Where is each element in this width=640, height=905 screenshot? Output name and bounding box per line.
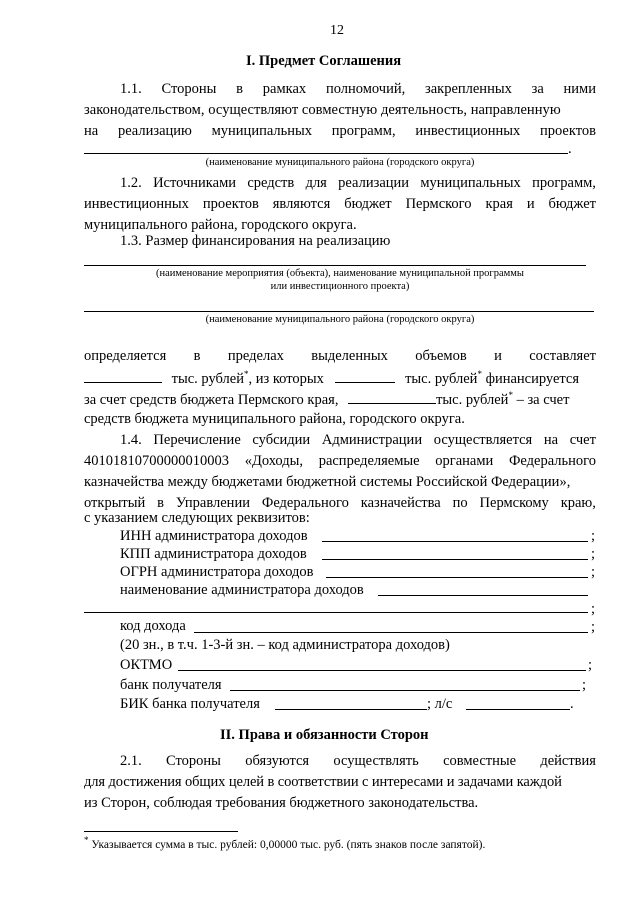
p14-line5: с указанием следующих реквизитов: bbox=[84, 510, 310, 526]
word: пределах bbox=[227, 348, 284, 364]
word: Федерального bbox=[261, 495, 349, 511]
blank-amount-municipal bbox=[348, 389, 436, 404]
word: муниципальных bbox=[420, 175, 521, 191]
p14-line3: казначейства между бюджетами бюджетной системы Российской Федерации», bbox=[84, 474, 571, 490]
p14-line2 bbox=[84, 452, 596, 470]
footnote-text: Указывается сумма в тыс. рублей: 0,00000 тыс. руб. (пять знаков после запятой). bbox=[88, 839, 486, 851]
word: счет bbox=[569, 432, 596, 448]
req-code-blank bbox=[194, 632, 588, 633]
req-kpp-semicolon: ; bbox=[591, 546, 596, 562]
fin-line2 bbox=[84, 368, 579, 388]
word: объемов bbox=[415, 348, 467, 364]
word: ними bbox=[563, 81, 596, 97]
word: на bbox=[84, 123, 99, 139]
footnote-separator bbox=[84, 831, 238, 832]
p11-line2: законодательством, осуществляют совместную деятельность, направленную bbox=[84, 102, 561, 118]
word: для bbox=[305, 175, 327, 191]
word: осуществлять bbox=[333, 753, 419, 769]
blank-amount-total bbox=[84, 368, 162, 383]
section-1-title: I. Предмет Соглашения bbox=[246, 53, 402, 69]
p21-line1 bbox=[120, 752, 596, 770]
blank-district-1-period: . bbox=[568, 141, 572, 157]
word: Перечисление bbox=[153, 432, 241, 448]
req-kpp-label: КПП администратора доходов bbox=[120, 546, 307, 562]
word: осуществляется bbox=[433, 432, 533, 448]
p21-line2: для достижения общих целей в соответствии с интересами и задачами каждой bbox=[84, 774, 562, 790]
req-ls-blank bbox=[466, 709, 570, 710]
footnote-ref-3: * bbox=[508, 390, 513, 401]
word: бюджет bbox=[344, 196, 392, 212]
word: Источниками bbox=[153, 175, 236, 191]
word: и bbox=[526, 196, 535, 212]
fin-line1 bbox=[84, 347, 596, 365]
fin-text-3: за счет средств бюджета Пермского края, bbox=[84, 392, 339, 408]
fin-line3 bbox=[84, 389, 569, 409]
word: средств bbox=[247, 175, 295, 191]
fin-unit-3: тыс. рублей bbox=[436, 392, 509, 408]
word: 40101810700000010003 bbox=[84, 453, 229, 469]
fin-text-4: – за счет bbox=[512, 392, 570, 408]
req-bik-blank bbox=[275, 709, 427, 710]
word: субсидии bbox=[252, 432, 311, 448]
req-oktmo-semicolon: ; bbox=[588, 657, 593, 673]
req-ogrn-semicolon: ; bbox=[591, 564, 596, 580]
req-name-semicolon: ; bbox=[591, 601, 596, 617]
footnote-ref-2: * bbox=[477, 369, 482, 380]
word: в bbox=[157, 495, 165, 511]
word: инвестиционных bbox=[415, 123, 521, 139]
req-inn-label: ИНН администратора доходов bbox=[120, 528, 308, 544]
word: проектов bbox=[539, 123, 596, 139]
word: в bbox=[236, 81, 244, 97]
req-ogrn-label: ОГРН администратора доходов bbox=[120, 564, 314, 580]
word: казначейства bbox=[360, 495, 441, 511]
word: Пермскому bbox=[479, 495, 549, 511]
req-code-label: код дохода bbox=[120, 618, 186, 634]
word: и bbox=[494, 348, 502, 364]
word: Стороны bbox=[166, 753, 221, 769]
word: являются bbox=[272, 196, 331, 212]
word: реализации bbox=[338, 175, 410, 191]
word: Пермского bbox=[405, 196, 472, 212]
word: выделенных bbox=[311, 348, 388, 364]
p11-line3 bbox=[84, 122, 596, 140]
req-oktmo-label: ОКТМО bbox=[120, 657, 173, 673]
req-inn-blank bbox=[322, 541, 588, 542]
p14-line1 bbox=[120, 431, 596, 449]
footnote bbox=[84, 835, 486, 853]
word: органами bbox=[435, 453, 494, 469]
req-ls-label: ; л/с bbox=[427, 696, 453, 712]
p21-line3: из Сторон, соблюдая требования бюджетного законодательства. bbox=[84, 795, 479, 811]
word: инвестиционных bbox=[84, 196, 189, 212]
req-inn-semicolon: ; bbox=[591, 528, 596, 544]
p13-line1: 1.3. Размер финансирования на реализацию bbox=[120, 233, 391, 249]
word: по bbox=[452, 495, 468, 511]
page-number: 12 bbox=[330, 23, 344, 38]
footnote-marker: * bbox=[84, 835, 89, 846]
caption-district-1: (наименование муниципального района (городского округа) bbox=[205, 157, 475, 168]
p12-line1 bbox=[120, 174, 596, 192]
word: закрепленных bbox=[424, 81, 512, 97]
req-ogrn-blank bbox=[326, 577, 588, 578]
word: 2.1. bbox=[120, 753, 142, 769]
word: в bbox=[193, 348, 201, 364]
req-name-blank-1 bbox=[378, 595, 588, 596]
word: программ, bbox=[532, 175, 596, 191]
fin-text-1: , из которых bbox=[248, 371, 324, 387]
footnote-ref-1: * bbox=[243, 369, 249, 380]
word: Управлении bbox=[175, 495, 250, 511]
blank-district-1 bbox=[84, 153, 568, 154]
req-bik-label: БИК банка получателя bbox=[120, 696, 260, 712]
word: полномочий, bbox=[325, 81, 406, 97]
blank-district-2 bbox=[84, 311, 594, 312]
req-kpp-blank bbox=[322, 559, 588, 560]
section-2-title: II. Права и обязанности Сторон bbox=[220, 727, 429, 743]
p12-line3: муниципального района, городского округа. bbox=[84, 217, 357, 233]
word: на bbox=[543, 432, 559, 448]
word: края bbox=[485, 196, 513, 212]
word: 1.1. bbox=[120, 81, 142, 97]
caption-district-2: (наименование муниципального района (городского округа) bbox=[205, 314, 475, 325]
word: проектов bbox=[202, 196, 259, 212]
req-code-note: (20 зн., в т.ч. 1-3-й зн. – код администратора доходов) bbox=[120, 637, 450, 653]
p12-line2 bbox=[84, 195, 596, 213]
word: краю, bbox=[560, 495, 596, 511]
blank-event bbox=[84, 265, 586, 266]
req-code-semicolon: ; bbox=[591, 619, 596, 635]
p11-line1 bbox=[120, 80, 596, 98]
fin-unit-2: тыс. рублей bbox=[405, 371, 478, 387]
caption-event-1: (наименование мероприятия (объекта), наименование муниципальной программы bbox=[155, 268, 524, 279]
blank-amount-regional bbox=[335, 368, 395, 383]
req-name-blank-2 bbox=[84, 612, 588, 613]
fin-text-2: финансируется bbox=[481, 371, 580, 387]
word: реализацию bbox=[117, 123, 192, 139]
fin-unit-1: тыс. рублей bbox=[171, 371, 244, 387]
word: составляет bbox=[529, 348, 596, 364]
word: распределяемые bbox=[318, 453, 420, 469]
word: Стороны bbox=[161, 81, 217, 97]
req-oktmo-blank bbox=[178, 670, 586, 671]
req-bank-label: банк получателя bbox=[120, 677, 222, 693]
req-bik-period: . bbox=[570, 696, 574, 712]
word: действия bbox=[540, 753, 596, 769]
word: бюджет bbox=[548, 196, 596, 212]
caption-event-2: или инвестиционного проекта) bbox=[270, 281, 410, 292]
fin-line4: средств бюджета муниципального района, городского округа. bbox=[84, 411, 465, 427]
word: 1.2. bbox=[120, 175, 142, 191]
word: рамках bbox=[262, 81, 307, 97]
word: определяется bbox=[84, 348, 167, 364]
word: открытый bbox=[84, 495, 146, 511]
word: обязуются bbox=[245, 753, 310, 769]
word: Администрации bbox=[321, 432, 423, 448]
word: 1.4. bbox=[120, 432, 142, 448]
word: программ, bbox=[331, 123, 396, 139]
word: за bbox=[531, 81, 544, 97]
word: муниципальных bbox=[211, 123, 312, 139]
word: Федерального bbox=[508, 453, 596, 469]
req-bank-semicolon: ; bbox=[582, 677, 587, 693]
req-bank-blank bbox=[230, 690, 580, 691]
word: совместные bbox=[443, 753, 517, 769]
word: «Доходы, bbox=[244, 453, 303, 469]
req-name-label: наименование администратора доходов bbox=[120, 582, 364, 598]
